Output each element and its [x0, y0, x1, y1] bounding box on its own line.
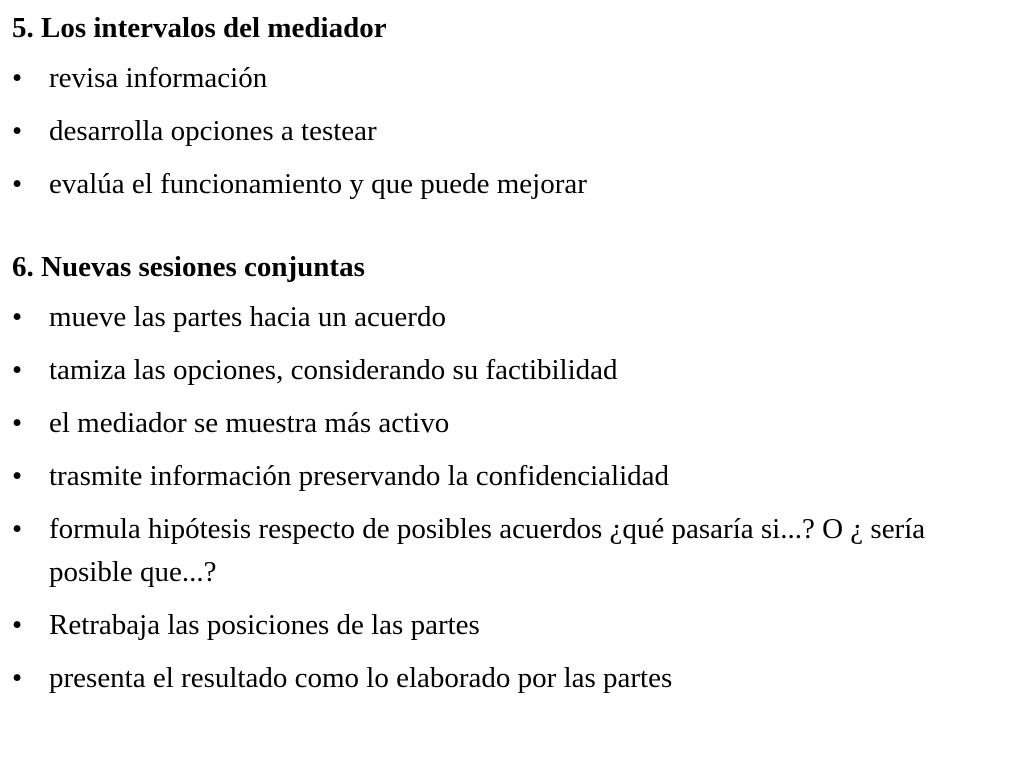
list-item: [12, 402, 1012, 445]
list-item: [12, 508, 1012, 594]
bullet-icon: •: [12, 513, 23, 545]
list-item-text: trasmite información preservando la confidencialidad: [49, 460, 670, 492]
list-item: [12, 110, 1012, 153]
bullet-list: [12, 57, 1012, 206]
slide-content: [12, 10, 1012, 700]
section-heading: 6. Nuevas sesiones conjuntas: [12, 251, 365, 283]
list-item: [12, 296, 1012, 339]
bullet-list: [12, 296, 1012, 700]
list-item-text: el mediador se muestra más activo: [49, 407, 450, 439]
list-item: [12, 349, 1012, 392]
list-item: [12, 455, 1012, 498]
list-item-text: tamiza las opciones, considerando su factibilidad: [49, 354, 618, 386]
list-item: [12, 57, 1012, 100]
list-item-text: Retrabaja las posiciones de las partes: [49, 609, 480, 641]
section-intervalos: [12, 10, 1012, 206]
bullet-icon: •: [12, 62, 23, 94]
list-item-text: formula hipótesis respecto de posibles acuerdos ¿qué pasaría si...? O ¿ sería posible que...?: [49, 513, 926, 588]
bullet-icon: •: [12, 662, 23, 694]
bullet-icon: •: [12, 168, 23, 200]
list-item: [12, 604, 1012, 647]
list-item-text: evalúa el funcionamiento y que puede mejorar: [49, 168, 587, 200]
list-item-text: revisa información: [49, 62, 268, 94]
section-sesiones: [12, 249, 1012, 700]
bullet-icon: •: [12, 460, 23, 492]
bullet-icon: •: [12, 354, 23, 386]
bullet-icon: •: [12, 609, 23, 641]
bullet-icon: •: [12, 301, 23, 333]
list-item-text: desarrolla opciones a testear: [49, 115, 377, 147]
list-item: [12, 657, 1012, 700]
bullet-icon: •: [12, 115, 23, 147]
bullet-icon: •: [12, 407, 23, 439]
list-item: [12, 163, 1012, 206]
section-heading: 5. Los intervalos del mediador: [12, 12, 387, 44]
section-spacer: [12, 206, 1012, 249]
list-item-text: presenta el resultado como lo elaborado por las partes: [49, 662, 673, 694]
list-item-text: mueve las partes hacia un acuerdo: [49, 301, 446, 333]
